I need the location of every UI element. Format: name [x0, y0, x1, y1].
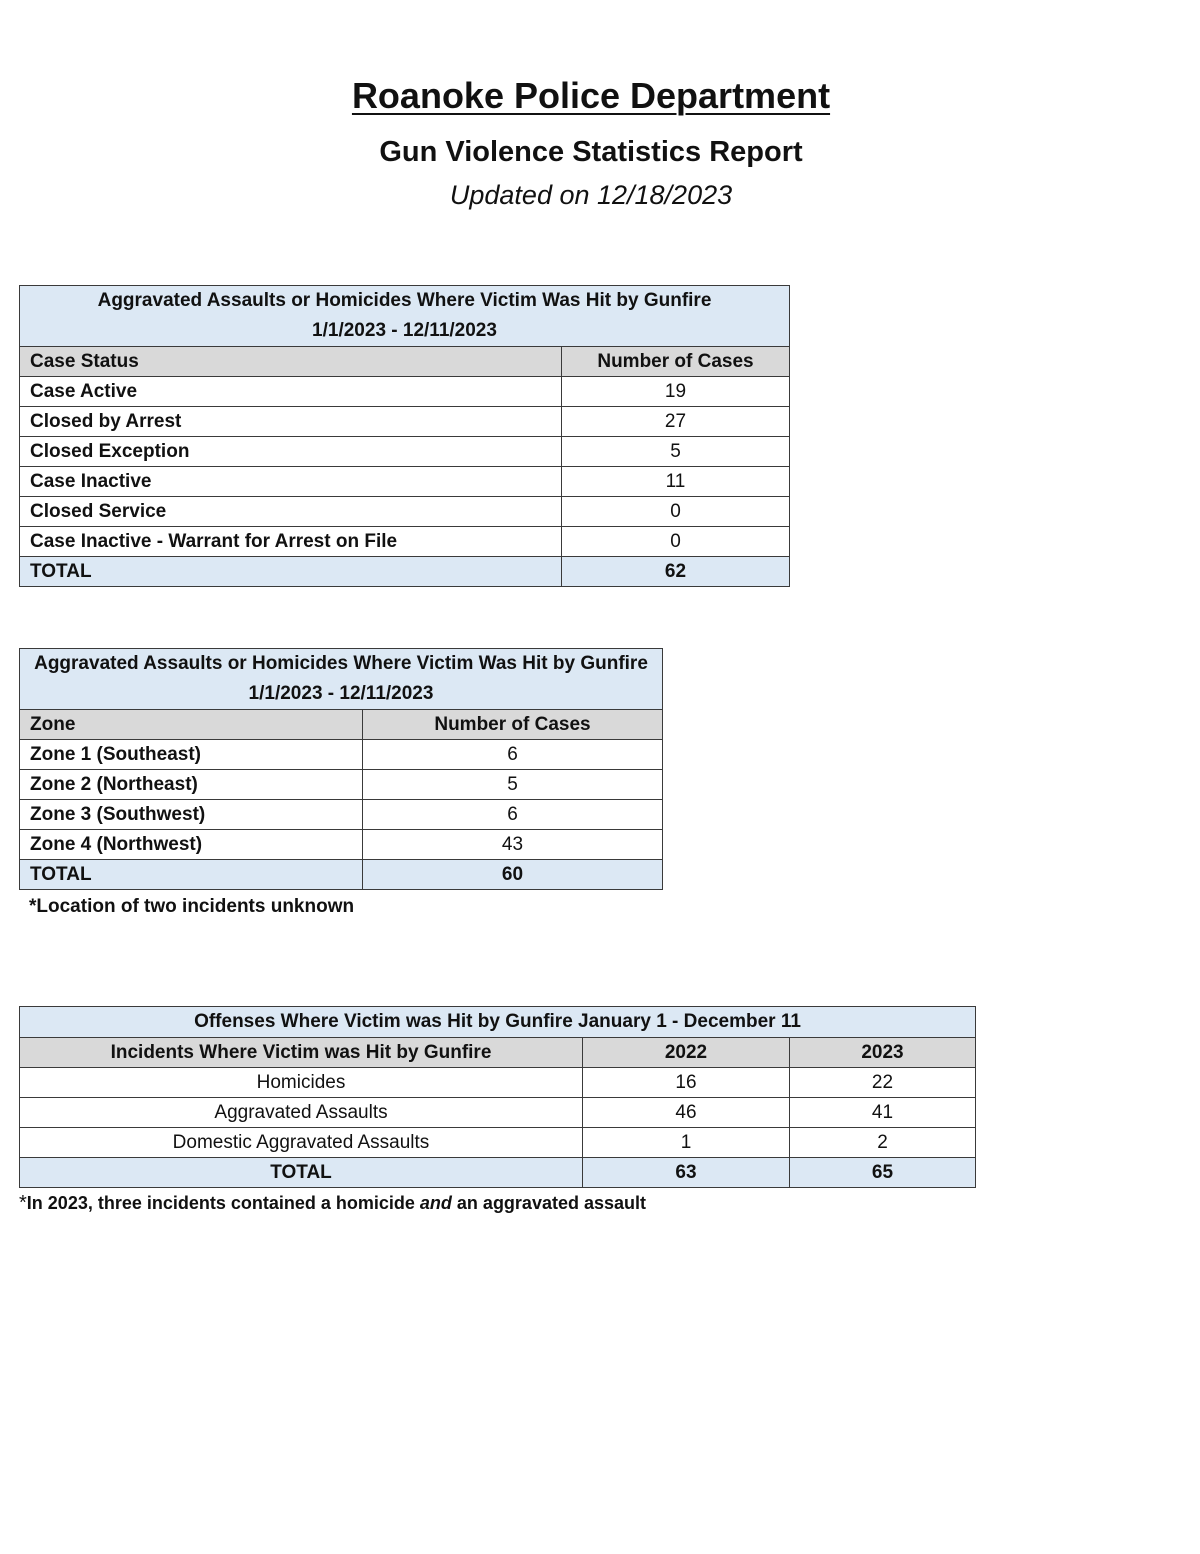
caption-date-range: 1/1/2023 - 12/11/2023 [312, 320, 497, 341]
zone-footnote: *Location of two incidents unknown [29, 896, 355, 917]
total-row [20, 557, 790, 587]
report-subtitle: Gun Violence Statistics Report [379, 136, 803, 168]
total-label: TOTAL [20, 860, 363, 890]
footnote-emphasis: and [419, 1193, 452, 1213]
footnote-text: In 2023, three incidents contained a homicide [26, 1193, 420, 1213]
table-caption: Offenses Where Victim was Hit by Gunfire January 1 - December 11 [20, 1007, 976, 1038]
table-caption-row [20, 286, 790, 347]
total-value-2023: 65 [790, 1158, 976, 1188]
row-label: Case Active [20, 377, 562, 407]
total-row [20, 860, 663, 890]
table-row [20, 830, 663, 860]
row-value: 5 [363, 770, 663, 800]
footnote-star: * [19, 1192, 27, 1214]
table-row [20, 1068, 976, 1098]
row-label: Domestic Aggravated Assaults [20, 1128, 583, 1158]
zone-table [19, 648, 663, 890]
caption-date-range: 1/1/2023 - 12/11/2023 [248, 683, 434, 704]
offenses-footnote [19, 1192, 646, 1215]
report-header [0, 70, 1182, 214]
row-value: 11 [562, 467, 790, 497]
column-header-2022: 2022 [583, 1038, 790, 1068]
table-header-row [20, 710, 663, 740]
updated-date: Updated on 12/18/2023 [449, 180, 733, 210]
column-header: Case Status [20, 347, 562, 377]
column-header: Incidents Where Victim was Hit by Gunfire [20, 1038, 583, 1068]
total-value-2022: 63 [583, 1158, 790, 1188]
table-header-row [20, 347, 790, 377]
total-label: TOTAL [20, 557, 562, 587]
column-header: Zone [20, 710, 363, 740]
row-label: Closed Exception [20, 437, 562, 467]
row-value: 27 [562, 407, 790, 437]
row-label: Zone 1 (Southeast) [20, 740, 363, 770]
footnote-text-end: an aggravated assault [451, 1193, 647, 1213]
table-caption [20, 649, 663, 710]
column-header-2023: 2023 [790, 1038, 976, 1068]
case-status-table [19, 285, 790, 587]
row-value: 0 [562, 527, 790, 557]
row-value: 6 [363, 740, 663, 770]
total-value: 62 [562, 557, 790, 587]
total-row [20, 1158, 976, 1188]
row-value-2022: 46 [583, 1098, 790, 1128]
total-value: 60 [363, 860, 663, 890]
row-value-2023: 2 [790, 1128, 976, 1158]
table-row [20, 1128, 976, 1158]
row-label: Closed by Arrest [20, 407, 562, 437]
table-row [20, 740, 663, 770]
row-value-2023: 22 [790, 1068, 976, 1098]
page-title: Roanoke Police Department [351, 75, 831, 116]
table-header-row [20, 1038, 976, 1068]
row-label: Zone 2 (Northeast) [20, 770, 363, 800]
column-header: Number of Cases [363, 710, 663, 740]
row-value-2022: 1 [583, 1128, 790, 1158]
total-label: TOTAL [20, 1158, 583, 1188]
row-label: Case Inactive [20, 467, 562, 497]
row-value: 43 [363, 830, 663, 860]
offenses-table [19, 1006, 976, 1188]
table-row [20, 770, 663, 800]
table-row [20, 1098, 976, 1128]
row-label: Closed Service [20, 497, 562, 527]
table-caption-row [20, 649, 663, 710]
table-row [20, 407, 790, 437]
row-value: 19 [562, 377, 790, 407]
row-label: Zone 3 (Southwest) [20, 800, 363, 830]
caption-line: Aggravated Assaults or Homicides Where Victim Was Hit by Gunfire [97, 290, 712, 311]
table-row [20, 527, 790, 557]
row-label: Homicides [20, 1068, 583, 1098]
table-caption-row [20, 1007, 976, 1038]
row-value: 5 [562, 437, 790, 467]
row-value-2022: 16 [583, 1068, 790, 1098]
row-value-2023: 41 [790, 1098, 976, 1128]
caption-line: Aggravated Assaults or Homicides Where Victim Was Hit by Gunfire [34, 653, 648, 674]
row-value: 6 [363, 800, 663, 830]
row-label: Zone 4 (Northwest) [20, 830, 363, 860]
table-row [20, 800, 663, 830]
table-row [20, 467, 790, 497]
table-row [20, 377, 790, 407]
table-row [20, 497, 790, 527]
table-row [20, 437, 790, 467]
row-value: 0 [562, 497, 790, 527]
column-header: Number of Cases [562, 347, 790, 377]
table-caption [20, 286, 790, 347]
row-label: Case Inactive - Warrant for Arrest on File [20, 527, 562, 557]
row-label: Aggravated Assaults [20, 1098, 583, 1128]
